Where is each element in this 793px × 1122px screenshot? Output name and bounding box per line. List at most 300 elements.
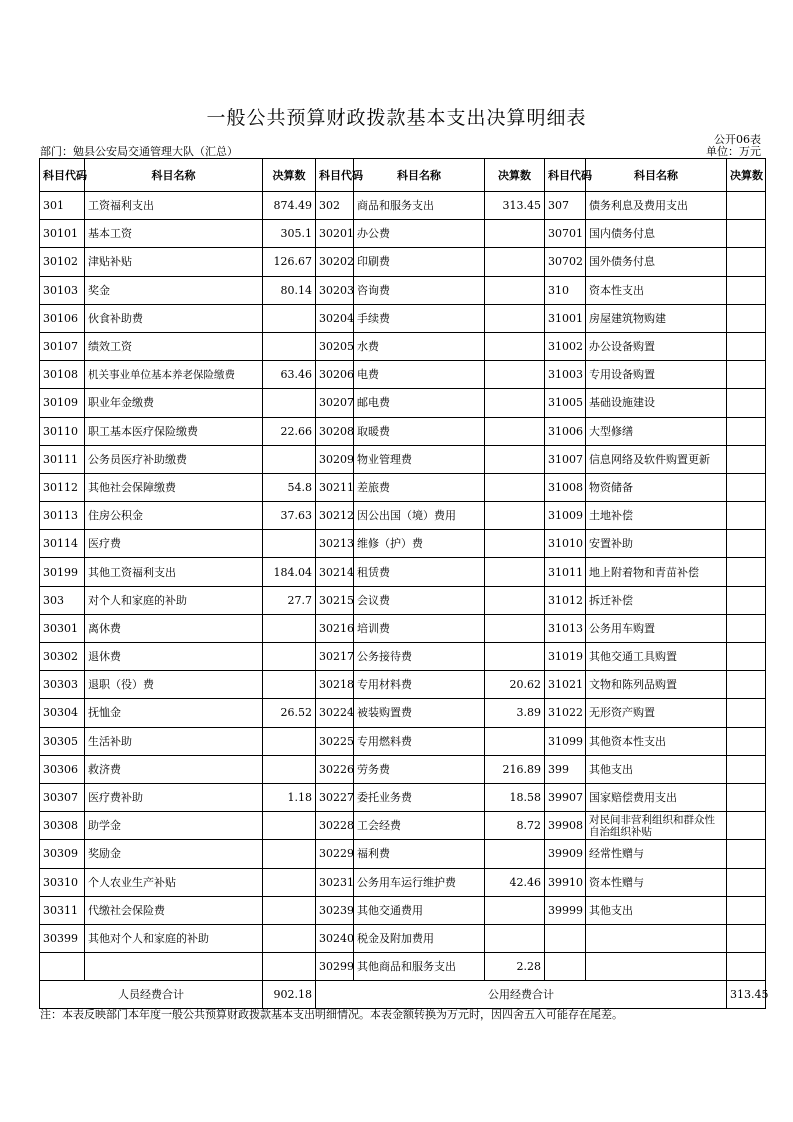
table-row (40, 445, 766, 473)
cell-name-2: 劳务费 (354, 755, 485, 783)
cell-name-1: 奖励金 (85, 840, 263, 868)
cell-amount-3 (727, 924, 766, 952)
cell-amount-1 (263, 924, 316, 952)
cell-name-2: 其他商品和服务支出 (354, 953, 485, 981)
cell-code-1: 30101 (40, 220, 85, 248)
cell-code-2: 30211 (316, 473, 354, 501)
cell-name-1: 住房公积金 (85, 502, 263, 530)
cell-amount-1: 874.49 (263, 192, 316, 220)
cell-code-1: 30309 (40, 840, 85, 868)
table-row (40, 473, 766, 501)
cell-amount-3 (727, 332, 766, 360)
cell-amount-1: 26.52 (263, 699, 316, 727)
table-row (40, 192, 766, 220)
table-row (40, 699, 766, 727)
cell-name-3: 房屋建筑物购建 (586, 304, 727, 332)
cell-amount-1: 80.14 (263, 276, 316, 304)
cell-amount-3 (727, 671, 766, 699)
cell-amount-3 (727, 361, 766, 389)
table-row (40, 643, 766, 671)
cell-amount-1 (263, 812, 316, 840)
cell-code-3: 31011 (545, 558, 586, 586)
cell-amount-2: 2.28 (485, 953, 545, 981)
cell-code-3: 39999 (545, 896, 586, 924)
cell-amount-2 (485, 924, 545, 952)
cell-name-2: 水费 (354, 332, 485, 360)
table-row (40, 586, 766, 614)
cell-code-3: 31006 (545, 417, 586, 445)
cell-name-1: 其他社会保障缴费 (85, 473, 263, 501)
cell-code-2: 30299 (316, 953, 354, 981)
cell-name-3: 其他资本性支出 (586, 727, 727, 755)
table-row (40, 671, 766, 699)
cell-code-1: 303 (40, 586, 85, 614)
cell-code-3 (545, 953, 586, 981)
cell-code-2: 30203 (316, 276, 354, 304)
cell-amount-3 (727, 586, 766, 614)
cell-name-1 (85, 953, 263, 981)
cell-code-3: 399 (545, 755, 586, 783)
cell-amount-1: 126.67 (263, 248, 316, 276)
cell-code-3: 31003 (545, 361, 586, 389)
personnel-total-label: 人员经费合计 (40, 981, 263, 1009)
cell-name-3 (586, 953, 727, 981)
cell-code-2: 30227 (316, 783, 354, 811)
table-row (40, 812, 766, 840)
table-row (40, 953, 766, 981)
cell-code-3: 39910 (545, 868, 586, 896)
cell-name-2: 咨询费 (354, 276, 485, 304)
cell-name-2: 委托业务费 (354, 783, 485, 811)
cell-code-3: 30701 (545, 220, 586, 248)
cell-amount-2 (485, 445, 545, 473)
cell-amount-1: 1.18 (263, 783, 316, 811)
cell-name-3: 其他交通工具购置 (586, 643, 727, 671)
cell-name-3: 文物和陈列品购置 (586, 671, 727, 699)
cell-name-2: 专用燃料费 (354, 727, 485, 755)
cell-amount-3 (727, 248, 766, 276)
cell-amount-1 (263, 389, 316, 417)
cell-name-1: 其他对个人和家庭的补助 (85, 924, 263, 952)
cell-code-1: 30114 (40, 530, 85, 558)
cell-code-3: 39908 (545, 812, 586, 840)
cell-amount-2 (485, 840, 545, 868)
cell-code-3: 31009 (545, 502, 586, 530)
cell-name-2: 税金及附加费用 (354, 924, 485, 952)
cell-amount-1: 305.1 (263, 220, 316, 248)
expenditure-table (39, 158, 769, 1009)
cell-code-2: 30204 (316, 304, 354, 332)
cell-amount-3 (727, 304, 766, 332)
cell-name-2: 被装购置费 (354, 699, 485, 727)
cell-code-3: 31012 (545, 586, 586, 614)
totals-row (40, 981, 766, 1009)
cell-code-3: 310 (545, 276, 586, 304)
cell-code-2: 30213 (316, 530, 354, 558)
cell-name-1: 工资福利支出 (85, 192, 263, 220)
cell-code-1: 30302 (40, 643, 85, 671)
cell-amount-1: 63.46 (263, 361, 316, 389)
header-name-3: 科目名称 (586, 159, 727, 192)
cell-code-1: 30305 (40, 727, 85, 755)
cell-name-3: 专用设备购置 (586, 361, 727, 389)
cell-code-3: 307 (545, 192, 586, 220)
cell-name-2: 印刷费 (354, 248, 485, 276)
table-row (40, 783, 766, 811)
cell-name-2: 公务用车运行维护费 (354, 868, 485, 896)
cell-amount-2: 216.89 (485, 755, 545, 783)
cell-code-1: 30109 (40, 389, 85, 417)
cell-amount-1 (263, 643, 316, 671)
cell-name-2: 工会经费 (354, 812, 485, 840)
cell-code-3: 31022 (545, 699, 586, 727)
cell-amount-3 (727, 896, 766, 924)
cell-name-2: 因公出国（境）费用 (354, 502, 485, 530)
cell-code-3: 31021 (545, 671, 586, 699)
cell-code-2: 30206 (316, 361, 354, 389)
cell-code-1: 30399 (40, 924, 85, 952)
personnel-total-value: 902.18 (263, 981, 316, 1009)
cell-amount-3 (727, 276, 766, 304)
cell-amount-3 (727, 840, 766, 868)
cell-name-3: 国外债务付息 (586, 248, 727, 276)
cell-amount-3 (727, 783, 766, 811)
cell-name-1: 绩效工资 (85, 332, 263, 360)
cell-code-1: 30303 (40, 671, 85, 699)
cell-code-3 (545, 924, 586, 952)
cell-name-1: 代缴社会保险费 (85, 896, 263, 924)
cell-name-3: 经常性赠与 (586, 840, 727, 868)
cell-name-2: 公务接待费 (354, 643, 485, 671)
cell-name-1: 医疗费 (85, 530, 263, 558)
table-row (40, 304, 766, 332)
cell-name-1: 伙食补助费 (85, 304, 263, 332)
cell-name-3: 资本性赠与 (586, 868, 727, 896)
cell-code-1: 30311 (40, 896, 85, 924)
cell-amount-3 (727, 473, 766, 501)
cell-amount-2 (485, 276, 545, 304)
cell-code-1: 30113 (40, 502, 85, 530)
cell-name-3: 基础设施建设 (586, 389, 727, 417)
cell-name-2: 取暖费 (354, 417, 485, 445)
cell-amount-2 (485, 220, 545, 248)
cell-code-3: 39907 (545, 783, 586, 811)
cell-name-2: 邮电费 (354, 389, 485, 417)
header-amount-3: 决算数 (727, 159, 766, 192)
cell-amount-3 (727, 868, 766, 896)
cell-amount-1: 22.66 (263, 417, 316, 445)
cell-name-3: 其他支出 (586, 755, 727, 783)
cell-name-3: 土地补偿 (586, 502, 727, 530)
cell-code-1: 30106 (40, 304, 85, 332)
cell-code-1: 30301 (40, 614, 85, 642)
cell-code-2: 30218 (316, 671, 354, 699)
cell-code-3: 31099 (545, 727, 586, 755)
cell-name-3: 安置补助 (586, 530, 727, 558)
cell-code-1: 30304 (40, 699, 85, 727)
cell-code-2: 30217 (316, 643, 354, 671)
cell-name-3: 其他支出 (586, 896, 727, 924)
cell-amount-1 (263, 840, 316, 868)
cell-code-2: 30231 (316, 868, 354, 896)
table-row (40, 614, 766, 642)
cell-code-1: 30111 (40, 445, 85, 473)
table-row (40, 276, 766, 304)
cell-code-2: 30226 (316, 755, 354, 783)
cell-amount-3 (727, 643, 766, 671)
cell-name-2: 差旅费 (354, 473, 485, 501)
table-row (40, 502, 766, 530)
cell-code-1: 30310 (40, 868, 85, 896)
cell-name-3 (586, 924, 727, 952)
table-body (40, 192, 766, 981)
cell-amount-2 (485, 332, 545, 360)
cell-code-2: 30212 (316, 502, 354, 530)
cell-name-1: 对个人和家庭的补助 (85, 586, 263, 614)
cell-name-2: 租赁费 (354, 558, 485, 586)
table-row (40, 840, 766, 868)
cell-name-3: 信息网络及软件购置更新 (586, 445, 727, 473)
cell-code-2: 30209 (316, 445, 354, 473)
cell-code-1: 30308 (40, 812, 85, 840)
cell-amount-2 (485, 558, 545, 586)
cell-code-1: 30108 (40, 361, 85, 389)
table-row (40, 389, 766, 417)
cell-code-3: 39909 (545, 840, 586, 868)
cell-code-2: 30201 (316, 220, 354, 248)
cell-amount-2 (485, 530, 545, 558)
cell-code-1: 30103 (40, 276, 85, 304)
cell-code-1: 301 (40, 192, 85, 220)
unit-label: 单位：万元 (706, 145, 761, 158)
cell-name-1: 职工基本医疗保险缴费 (85, 417, 263, 445)
table-row (40, 332, 766, 360)
cell-amount-2: 20.62 (485, 671, 545, 699)
cell-name-2: 维修（护）费 (354, 530, 485, 558)
page-title: 一般公共预算财政拨款基本支出决算明细表 (206, 107, 587, 129)
cell-amount-2 (485, 248, 545, 276)
cell-amount-1: 54.8 (263, 473, 316, 501)
cell-code-3: 31005 (545, 389, 586, 417)
header-amount-2: 决算数 (485, 159, 545, 192)
cell-code-3: 31007 (545, 445, 586, 473)
cell-name-3: 公务用车购置 (586, 614, 727, 642)
cell-amount-2: 18.58 (485, 783, 545, 811)
cell-name-1: 救济费 (85, 755, 263, 783)
cell-amount-1 (263, 953, 316, 981)
cell-amount-2 (485, 727, 545, 755)
cell-amount-2 (485, 896, 545, 924)
header-code-3: 科目代码 (545, 159, 586, 192)
cell-code-3: 31002 (545, 332, 586, 360)
cell-name-1: 抚恤金 (85, 699, 263, 727)
table-row (40, 868, 766, 896)
cell-code-1: 30110 (40, 417, 85, 445)
cell-amount-2 (485, 304, 545, 332)
cell-amount-1 (263, 304, 316, 332)
department-label: 部门：勉县公安局交通管理大队（汇总） (40, 145, 238, 158)
cell-amount-3 (727, 614, 766, 642)
cell-code-1: 30306 (40, 755, 85, 783)
cell-name-1: 奖金 (85, 276, 263, 304)
cell-name-1: 生活补助 (85, 727, 263, 755)
cell-amount-1 (263, 332, 316, 360)
cell-name-1: 退职（役）费 (85, 671, 263, 699)
cell-amount-2: 313.45 (485, 192, 545, 220)
cell-name-3: 对民间非营利组织和群众性自治组织补贴 (586, 812, 727, 840)
cell-code-2: 30228 (316, 812, 354, 840)
header-name-1: 科目名称 (85, 159, 263, 192)
cell-name-2: 电费 (354, 361, 485, 389)
cell-name-1: 津贴补贴 (85, 248, 263, 276)
cell-name-2: 会议费 (354, 586, 485, 614)
cell-amount-3 (727, 953, 766, 981)
cell-code-2: 30202 (316, 248, 354, 276)
cell-code-1 (40, 953, 85, 981)
cell-code-1: 30102 (40, 248, 85, 276)
cell-name-1: 职业年金缴费 (85, 389, 263, 417)
cell-name-2: 专用材料费 (354, 671, 485, 699)
public-total-value: 313.45 (727, 981, 766, 1009)
cell-amount-2: 8.72 (485, 812, 545, 840)
cell-amount-3 (727, 530, 766, 558)
header-name-2: 科目名称 (354, 159, 485, 192)
cell-name-3: 国家赔偿费用支出 (586, 783, 727, 811)
cell-name-2: 培训费 (354, 614, 485, 642)
cell-name-1: 基本工资 (85, 220, 263, 248)
table-row (40, 924, 766, 952)
cell-code-2: 30225 (316, 727, 354, 755)
table-row (40, 755, 766, 783)
cell-code-3: 31013 (545, 614, 586, 642)
cell-amount-2 (485, 502, 545, 530)
cell-name-1: 离休费 (85, 614, 263, 642)
cell-amount-1: 37.63 (263, 502, 316, 530)
cell-code-2: 30214 (316, 558, 354, 586)
cell-amount-3 (727, 220, 766, 248)
header-amount-1: 决算数 (263, 159, 316, 192)
cell-code-1: 30112 (40, 473, 85, 501)
cell-name-3: 债务利息及费用支出 (586, 192, 727, 220)
cell-amount-2 (485, 614, 545, 642)
cell-amount-3 (727, 727, 766, 755)
cell-amount-2 (485, 389, 545, 417)
cell-amount-3 (727, 558, 766, 586)
cell-amount-2: 3.89 (485, 699, 545, 727)
cell-amount-3 (727, 389, 766, 417)
cell-code-3: 30702 (545, 248, 586, 276)
cell-name-3: 地上附着物和青苗补偿 (586, 558, 727, 586)
cell-name-3: 国内债务付息 (586, 220, 727, 248)
cell-code-2: 302 (316, 192, 354, 220)
cell-name-2: 其他交通费用 (354, 896, 485, 924)
cell-amount-2 (485, 586, 545, 614)
cell-amount-1 (263, 755, 316, 783)
cell-name-1: 个人农业生产补贴 (85, 868, 263, 896)
cell-name-3: 大型修缮 (586, 417, 727, 445)
cell-amount-1 (263, 614, 316, 642)
cell-code-2: 30239 (316, 896, 354, 924)
cell-code-1: 30307 (40, 783, 85, 811)
cell-code-2: 30229 (316, 840, 354, 868)
cell-amount-2 (485, 417, 545, 445)
header-code-2: 科目代码 (316, 159, 354, 192)
cell-name-2: 商品和服务支出 (354, 192, 485, 220)
cell-amount-1 (263, 530, 316, 558)
cell-amount-3 (727, 192, 766, 220)
cell-name-1: 公务员医疗补助缴费 (85, 445, 263, 473)
form-number: 公开06表 (714, 133, 761, 146)
cell-amount-1: 27.7 (263, 586, 316, 614)
public-total-label: 公用经费合计 (316, 981, 727, 1009)
cell-name-2: 手续费 (354, 304, 485, 332)
cell-code-2: 30208 (316, 417, 354, 445)
table-header-row (40, 159, 766, 192)
table-row (40, 896, 766, 924)
cell-code-2: 30205 (316, 332, 354, 360)
cell-amount-3 (727, 812, 766, 840)
cell-name-1: 助学金 (85, 812, 263, 840)
cell-name-2: 办公费 (354, 220, 485, 248)
header-code-1: 科目代码 (40, 159, 85, 192)
cell-name-3: 办公设备购置 (586, 332, 727, 360)
cell-amount-3 (727, 445, 766, 473)
cell-code-3: 31008 (545, 473, 586, 501)
cell-code-2: 30224 (316, 699, 354, 727)
table-row (40, 530, 766, 558)
cell-code-2: 30207 (316, 389, 354, 417)
cell-name-3: 资本性支出 (586, 276, 727, 304)
table-row (40, 248, 766, 276)
cell-amount-1 (263, 868, 316, 896)
table-row (40, 558, 766, 586)
cell-amount-2 (485, 473, 545, 501)
cell-code-1: 30199 (40, 558, 85, 586)
cell-amount-3 (727, 699, 766, 727)
cell-amount-3 (727, 502, 766, 530)
cell-code-2: 30240 (316, 924, 354, 952)
cell-amount-2 (485, 643, 545, 671)
cell-amount-3 (727, 417, 766, 445)
cell-name-3: 无形资产购置 (586, 699, 727, 727)
cell-amount-2 (485, 361, 545, 389)
table-row (40, 220, 766, 248)
cell-name-1: 机关事业单位基本养老保险缴费 (85, 361, 263, 389)
cell-name-1: 其他工资福利支出 (85, 558, 263, 586)
cell-code-1: 30107 (40, 332, 85, 360)
cell-name-1: 退休费 (85, 643, 263, 671)
cell-code-3: 31019 (545, 643, 586, 671)
cell-amount-2: 42.46 (485, 868, 545, 896)
cell-amount-1 (263, 896, 316, 924)
cell-amount-1 (263, 727, 316, 755)
cell-code-2: 30215 (316, 586, 354, 614)
table-row (40, 361, 766, 389)
cell-name-3: 物资储备 (586, 473, 727, 501)
cell-name-2: 物业管理费 (354, 445, 485, 473)
table-row (40, 727, 766, 755)
cell-code-2: 30216 (316, 614, 354, 642)
cell-name-1: 医疗费补助 (85, 783, 263, 811)
cell-amount-1 (263, 445, 316, 473)
cell-amount-1: 184.04 (263, 558, 316, 586)
cell-code-3: 31010 (545, 530, 586, 558)
cell-amount-1 (263, 671, 316, 699)
footnote: 注：本表反映部门本年度一般公共预算财政拨款基本支出明细情况。本表金额转换为万元时，因四舍五入可能存在尾差。 (40, 1008, 623, 1021)
cell-amount-3 (727, 755, 766, 783)
cell-name-2: 福利费 (354, 840, 485, 868)
cell-name-3: 拆迁补偿 (586, 586, 727, 614)
